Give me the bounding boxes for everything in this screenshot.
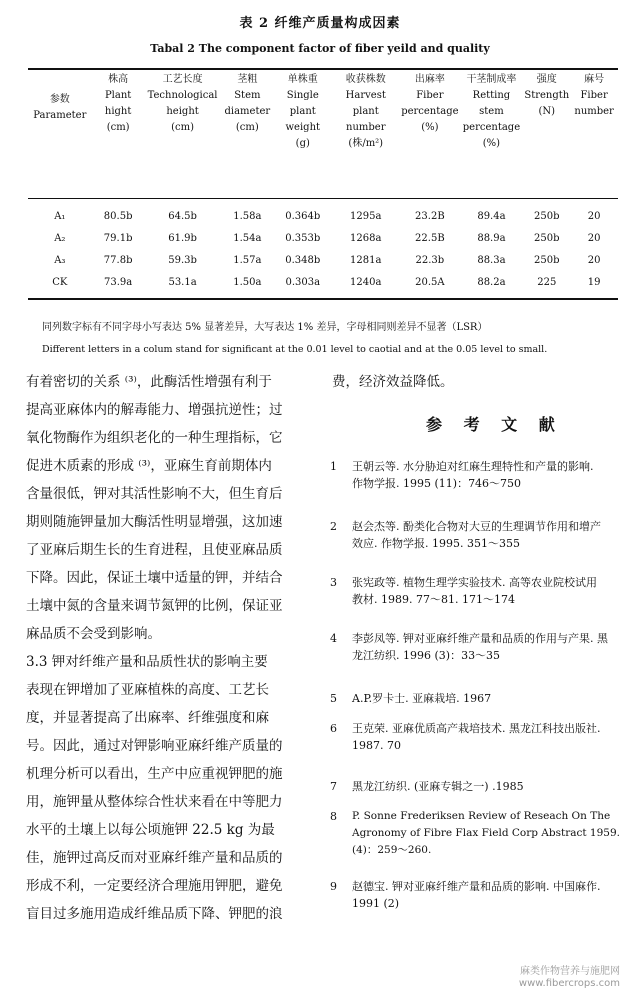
table-cell: 59.3b bbox=[168, 255, 197, 266]
table-caption-en: Tabal 2 The component factor of fiber yeild and quality bbox=[150, 42, 490, 55]
table-cell: 79.1b bbox=[103, 233, 133, 244]
table-cell: 22.5B bbox=[415, 233, 445, 244]
text-line: 提高亚麻体内的解毒能力、增强抗逆性；过 bbox=[26, 402, 283, 418]
table-note-cn: 同列数字标有不同字母小写表达 5% 显著差异，大写表达 1% 差异，字母相同则差异不显著（LSR） bbox=[42, 322, 488, 333]
table-cell: A₃ bbox=[54, 255, 66, 266]
watermark-site-name: 麻类作物营养与施肥网 bbox=[520, 966, 620, 977]
text-line: 机理分析可以看出，生产中应重视钾肥的施 bbox=[26, 766, 283, 782]
table-cell: 89.4a bbox=[477, 211, 506, 222]
text-line: 形成不利，一定要经济合理施用钾肥，避免 bbox=[26, 878, 283, 894]
table-cell: 88.3a bbox=[477, 255, 506, 266]
header-plant-height: 株高 Plant hight (cm) bbox=[104, 74, 132, 133]
header-fiber-number: 麻号 Fiber number bbox=[574, 74, 614, 117]
continuation-text: 费，经济效益降低。 bbox=[332, 374, 454, 390]
header-fiber-percentage: 出麻率 Fiber percentage (%) bbox=[401, 74, 459, 133]
table-cell: 1295a bbox=[350, 211, 382, 222]
text-line: 了亚麻后期生长的生育进程，且使亚麻品质 bbox=[26, 542, 283, 558]
table-bottom-rule bbox=[28, 298, 618, 300]
text-line: 氧化物酶作为组织老化的一种生理指标，它 bbox=[26, 430, 283, 446]
table-cell: 64.5b bbox=[168, 211, 197, 222]
table-cell: 20 bbox=[587, 233, 601, 244]
table-cell: 0.364b bbox=[285, 211, 321, 222]
fiber-yield-table bbox=[28, 70, 618, 294]
table-cell: 80.5b bbox=[103, 211, 133, 222]
table-row bbox=[28, 250, 618, 272]
text-line: 用，施钾量从整体综合性状来看在中等肥力 bbox=[26, 794, 283, 810]
text-line: 佳，施钾过高反而对亚麻纤维产量和品质的 bbox=[26, 850, 283, 866]
text-line: 号。因此，通过对钾影响亚麻纤维产质量的 bbox=[26, 738, 283, 754]
table-cell: 19 bbox=[587, 277, 601, 288]
header-parameter: 参数 Parameter bbox=[33, 94, 87, 121]
header-technological-height: 工艺长度 Technological height (cm) bbox=[147, 74, 218, 133]
table-caption-cn: 表 2 纤维产质量构成因素 bbox=[239, 16, 401, 31]
header-harvest-plant-number: 收获株数 Harvest plant number (株/m²) bbox=[345, 74, 386, 149]
table-cell: 225 bbox=[537, 277, 557, 288]
text-line: 有着密切的关系 ⁽³⁾，此酶活性增强有利于 bbox=[26, 374, 272, 390]
table-row bbox=[28, 272, 618, 294]
text-line: 度，并显著提高了出麻率、纤维强度和麻 bbox=[26, 710, 269, 726]
table-cell: 53.1a bbox=[168, 277, 197, 288]
text-line: 土壤中氮的含量来调节氮钾的比例，保证亚 bbox=[26, 598, 283, 614]
text-line: 期则随施钾量加大酶活性明显增强，这加速 bbox=[26, 514, 283, 530]
table-cell: 250b bbox=[534, 233, 560, 244]
references-heading: 参 考 文 献 bbox=[426, 415, 563, 434]
table-cell: 23.2B bbox=[415, 211, 445, 222]
table-cell: 1240a bbox=[350, 277, 382, 288]
text-line: 表现在钾增加了亚麻植株的高度、工艺长 bbox=[26, 682, 269, 698]
header-strength: 强度 Strength (N) bbox=[524, 74, 570, 117]
table-cell: 1268a bbox=[350, 233, 382, 244]
table-cell: 20 bbox=[587, 255, 601, 266]
header-stem-diameter: 茎粗 Stem diameter (cm) bbox=[224, 74, 271, 133]
table-cell: 20 bbox=[587, 211, 601, 222]
table-cell: 1.50a bbox=[233, 277, 262, 288]
table-cell: 77.8b bbox=[103, 255, 133, 266]
table-cell: A₁ bbox=[54, 211, 66, 222]
table-note-en: Different letters in a colum stand for significant at the 0.01 level to caotial and at the 0.05 level to small. bbox=[42, 344, 548, 355]
text-line: 含量很低，钾对其活性影响不大，但生育后 bbox=[26, 486, 283, 502]
table-cell: 22.3b bbox=[415, 255, 445, 266]
table-cell: 0.303a bbox=[285, 277, 321, 288]
table-cell: 20.5A bbox=[415, 277, 445, 288]
text-line: 盲目过多施用造成纤维品质下降、钾肥的浪 bbox=[26, 906, 283, 922]
text-line: 麻品质不会受到影响。 bbox=[26, 626, 161, 642]
header-retting-stem-percentage: 干茎制成率 Retting stem percentage (%) bbox=[462, 74, 521, 149]
table-cell: 0.348b bbox=[285, 255, 321, 266]
table-cell: 250b bbox=[534, 211, 560, 222]
section-3-3-line: 3.3 钾对纤维产量和品质性状的影响主要 bbox=[26, 654, 268, 670]
body-text-left-column bbox=[26, 368, 316, 928]
table-cell: 1.57a bbox=[233, 255, 262, 266]
text-line: 下降。因此，保证土壤中适量的钾，并结合 bbox=[26, 570, 283, 586]
table-cell: 1281a bbox=[350, 255, 382, 266]
table-row bbox=[28, 206, 618, 228]
watermark-url: www.fibercrops.com bbox=[518, 978, 620, 989]
table-cell: 0.353b bbox=[285, 233, 321, 244]
table-cell: A₂ bbox=[54, 233, 66, 244]
header-single-plant-weight: 单株重 Single plant weight (g) bbox=[285, 74, 321, 149]
table-row bbox=[28, 228, 618, 250]
table-cell: 1.54a bbox=[233, 233, 262, 244]
table-cell: 250b bbox=[534, 255, 560, 266]
table-cell: 73.9a bbox=[104, 277, 133, 288]
table-cell: 61.9b bbox=[168, 233, 197, 244]
table-cell: 88.9a bbox=[477, 233, 506, 244]
text-line: 水平的土壤上以每公顷施钾 22.5 kg 为最 bbox=[26, 822, 275, 838]
table-cell: 1.58a bbox=[233, 211, 262, 222]
table-cell: CK bbox=[52, 277, 68, 288]
text-line: 促进木质素的形成 ⁽³⁾，亚麻生育前期体内 bbox=[26, 458, 272, 474]
table-cell: 88.2a bbox=[477, 277, 506, 288]
